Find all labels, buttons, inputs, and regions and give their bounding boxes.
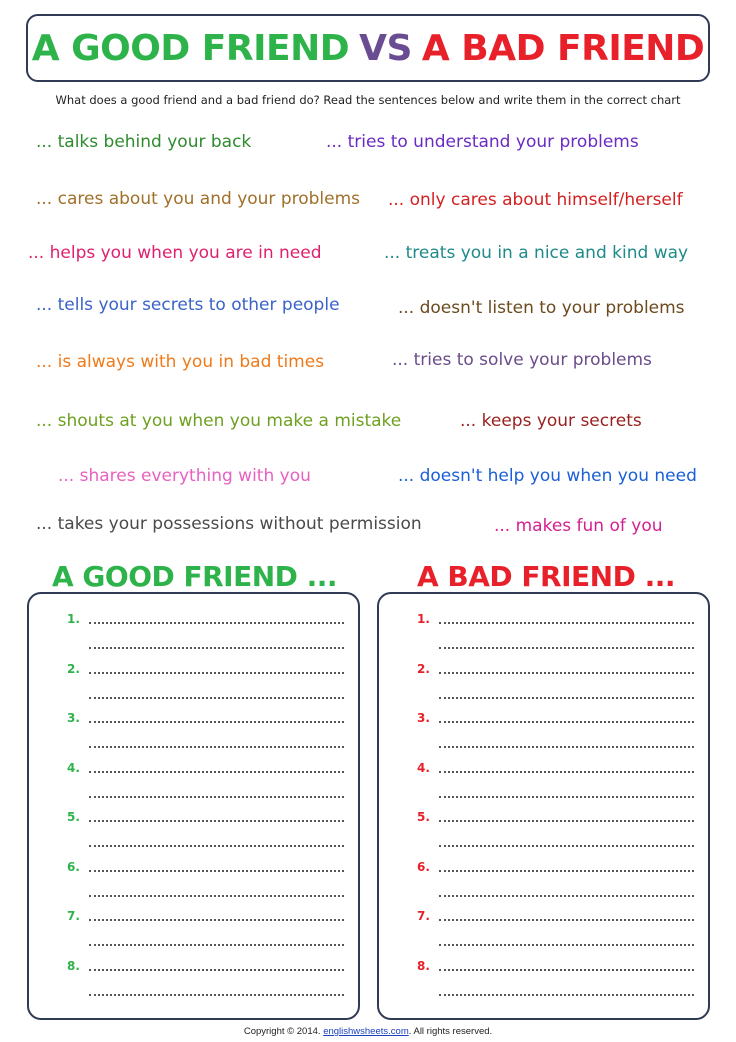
item-number: 6. (417, 859, 430, 874)
copyright-suffix: . All rights reserved. (408, 1026, 493, 1037)
copyright-site-link[interactable]: englishwsheets.com (323, 1026, 409, 1037)
answer-line[interactable] (89, 746, 344, 748)
answer-line[interactable] (89, 994, 344, 996)
item-number: 4. (417, 760, 430, 775)
answer-line[interactable] (439, 944, 694, 946)
answer-line[interactable] (89, 820, 344, 822)
answer-line[interactable] (439, 796, 694, 798)
item-number: 5. (67, 810, 80, 824)
bad-friend-chart (377, 592, 710, 1020)
phrase-item: ... is always with you in bad times (36, 352, 325, 372)
item-number: 8. (417, 958, 430, 973)
answer-line[interactable] (89, 796, 344, 798)
item-number: 6. (67, 859, 80, 874)
answer-line[interactable] (89, 895, 344, 897)
good-friend-heading: A GOOD FRIEND ... (52, 560, 338, 593)
item-number: 8. (67, 958, 80, 973)
answer-line[interactable] (89, 672, 344, 674)
phrase-item: ... treats you in a nice and kind way (384, 243, 689, 263)
phrase-item: ... shares everything with you (58, 466, 311, 486)
answer-line[interactable] (439, 919, 694, 921)
item-number: 4. (67, 760, 80, 775)
phrase-item: ... tries to solve your problems (392, 350, 652, 370)
answer-line[interactable] (89, 845, 344, 847)
item-number: 2. (67, 661, 80, 676)
good-friend-chart (27, 592, 360, 1020)
phrase-item: ... talks behind your back (36, 132, 252, 152)
answer-line[interactable] (89, 969, 344, 971)
item-number: 5. (417, 810, 430, 824)
item-number: 2. (417, 661, 430, 676)
answer-line[interactable] (439, 870, 694, 872)
answer-line[interactable] (89, 697, 344, 699)
answer-line[interactable] (89, 721, 344, 723)
title-good-friend: A GOOD FRIEND (31, 27, 350, 69)
phrase-item: ... tells your secrets to other people (36, 295, 340, 315)
answer-line[interactable] (89, 771, 344, 773)
answer-line[interactable] (89, 944, 344, 946)
answer-line[interactable] (439, 746, 694, 748)
item-number: 7. (417, 909, 430, 923)
phrase-item: ... doesn't help you when you need (398, 466, 697, 486)
title-bad-friend: A BAD FRIEND (421, 27, 705, 69)
phrase-item: ... tries to understand your problems (326, 132, 639, 152)
instructions: What does a good friend and a bad friend do? Read the sentences below and write them in the correct chart (55, 93, 681, 107)
phrase-item: ... makes fun of you (494, 516, 663, 536)
item-number: 3. (417, 711, 430, 725)
answer-line[interactable] (439, 969, 694, 971)
answer-line[interactable] (89, 622, 344, 624)
answer-line[interactable] (89, 647, 344, 649)
answer-line[interactable] (439, 721, 694, 723)
phrase-item: ... doesn't listen to your problems (398, 298, 685, 318)
answer-line[interactable] (439, 647, 694, 649)
answer-line[interactable] (439, 820, 694, 822)
answer-line[interactable] (89, 919, 344, 921)
item-number: 7. (67, 909, 80, 923)
phrase-item: ... helps you when you are in need (28, 243, 322, 263)
item-number: 1. (417, 612, 430, 626)
answer-line[interactable] (439, 622, 694, 624)
answer-line[interactable] (439, 672, 694, 674)
answer-line[interactable] (439, 771, 694, 773)
answer-line[interactable] (439, 845, 694, 847)
item-number: 1. (67, 612, 80, 626)
copyright (0, 1026, 736, 1037)
phrase-item: ... only cares about himself/herself (388, 190, 683, 210)
phrase-item: ... takes your possessions without permission (36, 514, 422, 534)
phrase-item: ... cares about you and your problems (36, 189, 361, 209)
phrase-item: ... keeps your secrets (460, 411, 642, 431)
answer-line[interactable] (89, 870, 344, 872)
bad-friend-heading: A BAD FRIEND ... (417, 560, 675, 593)
copyright-prefix: Copyright © 2014. (243, 1026, 324, 1037)
answer-line[interactable] (439, 697, 694, 699)
item-number: 3. (67, 711, 80, 725)
phrase-item: ... shouts at you when you make a mistake (36, 411, 402, 431)
answer-line[interactable] (439, 895, 694, 897)
answer-line[interactable] (439, 994, 694, 996)
worksheet-title (26, 14, 710, 82)
title-vs: VS (359, 27, 412, 69)
